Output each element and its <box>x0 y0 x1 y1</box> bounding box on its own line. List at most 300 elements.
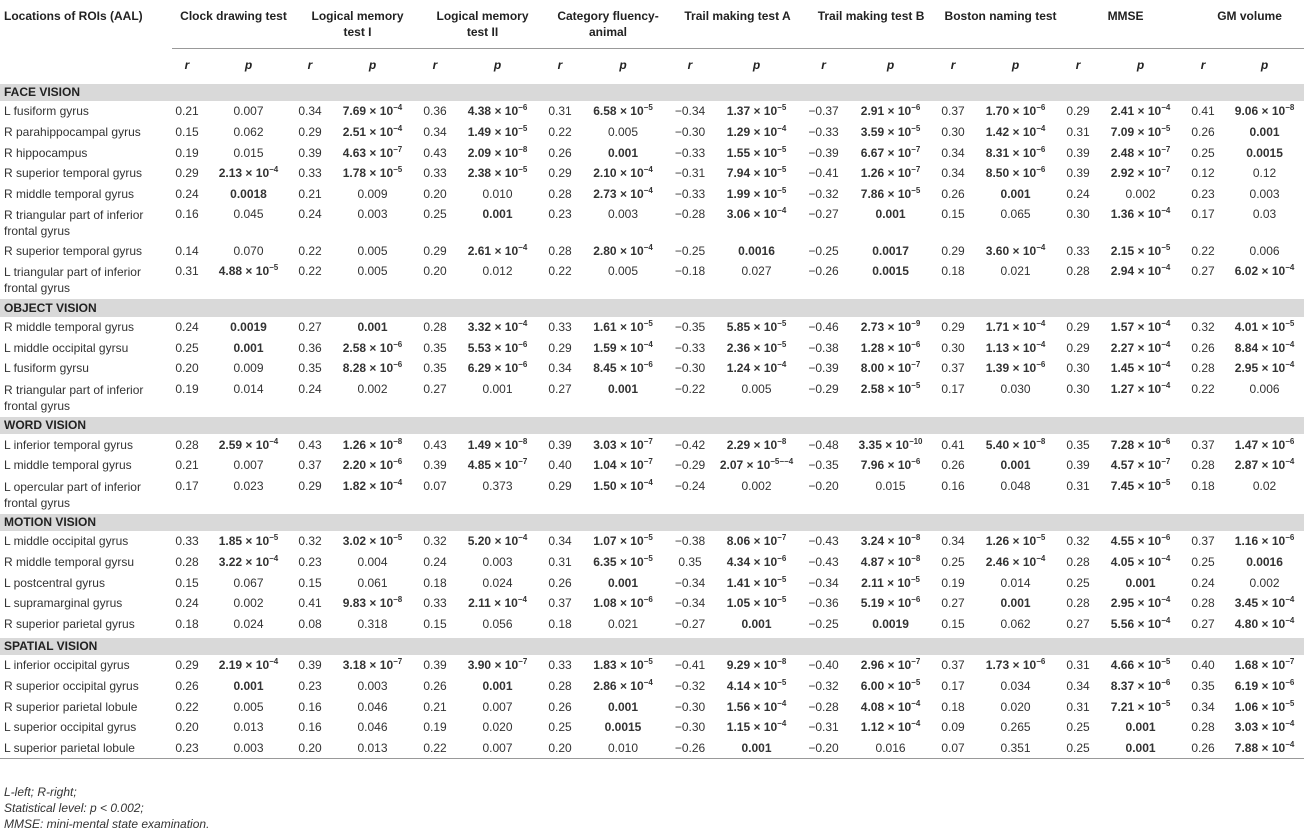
r-value: −0.25 <box>808 617 839 632</box>
r-value: 0.32 <box>1066 534 1090 549</box>
p-value: 0.062 <box>233 125 264 140</box>
p-value: $2.36 \times 10^{-5}$ <box>726 339 787 355</box>
table-row <box>0 379 1304 416</box>
p-value: $7.88 \times 10^{-4}$ <box>1218 738 1304 759</box>
p-value: $4.66 \times 10^{-5}$ <box>1110 657 1171 673</box>
p-value: 0.001 <box>608 699 639 714</box>
r-value: −0.39 <box>808 361 839 376</box>
r-value: 0.24 <box>423 555 447 570</box>
subheader-r: r <box>295 48 325 82</box>
r-value: 0.15 <box>175 125 199 140</box>
r-value: 0.30 <box>941 340 965 355</box>
p-value: $2.94 \times 10^{-4}$ <box>1110 263 1171 279</box>
roi-name: L superior parietal lobule <box>0 738 172 759</box>
p-value: 0.024 <box>233 617 264 632</box>
table-row <box>0 163 1304 184</box>
r-value: 0.43 <box>423 145 447 160</box>
p-value: 0.03 <box>1252 207 1277 222</box>
p-value: $1.42 \times 10^{-4}$ <box>985 124 1046 140</box>
p-value: $2.41 \times 10^{-4}$ <box>1110 103 1171 119</box>
p-value: 0.005 <box>608 264 639 279</box>
p-value: 0.009 <box>233 361 264 376</box>
p-value: $7.94 \times 10^{-5}$ <box>726 165 787 181</box>
table-row <box>0 337 1304 358</box>
r-value: 0.30 <box>1066 207 1090 222</box>
r-value: 0.16 <box>298 720 322 735</box>
r-value: −0.33 <box>674 187 706 202</box>
r-value: 0.17 <box>175 478 199 493</box>
r-value: 0.35 <box>423 361 447 376</box>
p-value: $7.09 \times 10^{-5}$ <box>1110 124 1171 140</box>
p-value: $4.55 \times 10^{-6}$ <box>1110 533 1171 549</box>
r-value: −0.35 <box>808 458 839 473</box>
p-value: $3.45 \times 10^{-4}$ <box>1234 595 1295 611</box>
footnote-stat-level: Statistical level: p < 0.002; <box>4 801 144 815</box>
r-value: 0.12 <box>1191 166 1215 181</box>
r-value: 0.23 <box>298 555 322 570</box>
r-value: 0.34 <box>941 145 965 160</box>
p-value: 0.005 <box>608 125 639 140</box>
p-value: 0.012 <box>482 264 513 279</box>
r-value: 0.24 <box>298 381 322 396</box>
r-value: 0.28 <box>1191 596 1215 611</box>
table-row <box>0 240 1304 261</box>
p-value: $1.49 \times 10^{-5}$ <box>467 124 528 140</box>
p-value: 0.021 <box>608 617 639 632</box>
p-value: $4.38 \times 10^{-6}$ <box>467 103 528 119</box>
r-value: 0.29 <box>423 243 447 258</box>
subheader-p: p <box>325 48 420 82</box>
subheader-p: p <box>968 48 1063 82</box>
r-value: 0.34 <box>548 361 572 376</box>
r-value: −0.26 <box>808 264 839 279</box>
roi-name: L opercular part of inferior frontal gyrus <box>4 479 141 510</box>
r-value: 0.14 <box>175 243 199 258</box>
p-value: $1.41 \times 10^{-5}$ <box>726 574 787 590</box>
r-value: 0.24 <box>1191 575 1215 590</box>
p-value: $5.53 \times 10^{-6}$ <box>467 339 528 355</box>
p-value: $3.22 \times 10^{-4}$ <box>218 554 279 570</box>
r-value: −0.34 <box>674 575 706 590</box>
r-value: 0.31 <box>175 264 199 279</box>
r-value: −0.34 <box>808 575 839 590</box>
p-value: $5.40 \times 10^{-8}$ <box>985 436 1046 452</box>
r-value: −0.33 <box>674 340 706 355</box>
roi-name: R superior temporal gyrus <box>4 166 143 181</box>
subheader-p: p <box>202 48 295 82</box>
p-value: 0.001 <box>741 617 772 632</box>
r-value: 0.24 <box>175 596 199 611</box>
table-row <box>0 531 1304 552</box>
p-value: $1.05 \times 10^{-5}$ <box>726 595 787 611</box>
p-value: $2.29 \times 10^{-8}$ <box>726 436 787 452</box>
r-value: 0.34 <box>1191 699 1215 714</box>
p-value: 0.373 <box>482 478 513 493</box>
r-value: −0.39 <box>808 145 839 160</box>
r-value: 0.35 <box>1191 679 1215 694</box>
r-value: 0.24 <box>1066 187 1090 202</box>
header-test: Clock drawing test <box>172 0 295 48</box>
r-value: 0.39 <box>1066 145 1090 160</box>
table-row <box>0 738 1304 759</box>
p-value: 0.0015 <box>872 264 909 279</box>
r-value: 0.27 <box>1191 264 1215 279</box>
p-value: 0.001 <box>1093 738 1188 759</box>
r-value: 0.26 <box>941 187 965 202</box>
r-value: 0.28 <box>423 319 447 334</box>
p-value: $1.04 \times 10^{-7}$ <box>593 457 653 473</box>
r-value: 0.35 <box>678 555 702 570</box>
r-value: 0.22 <box>1191 381 1215 396</box>
p-value: 0.005 <box>357 243 388 258</box>
r-value: −0.43 <box>808 534 839 549</box>
p-value: 0.003 <box>1249 187 1280 202</box>
p-value: $1.15 \times 10^{-4}$ <box>726 719 787 735</box>
table-row <box>0 696 1304 717</box>
subheader-r: r <box>172 48 202 82</box>
roi-name: R superior occipital gyrus <box>4 679 139 694</box>
table-row <box>0 655 1304 676</box>
r-value: 0.15 <box>941 617 965 632</box>
p-value: 0.007 <box>233 104 264 119</box>
r-value: 0.22 <box>420 738 450 759</box>
subheader-p: p <box>1093 48 1188 82</box>
r-value: −0.29 <box>808 381 839 396</box>
p-value: $4.14 \times 10^{-5}$ <box>726 678 787 694</box>
r-value: −0.37 <box>808 104 839 119</box>
p-value: $7.69 \times 10^{-4}$ <box>342 103 403 119</box>
r-value: 0.21 <box>423 699 447 714</box>
r-value: 0.39 <box>423 658 447 673</box>
p-value: $1.37 \times 10^{-5}$ <box>726 103 787 119</box>
r-value: 0.22 <box>298 243 322 258</box>
p-value: $1.68 \times 10^{-7}$ <box>1234 657 1295 673</box>
p-value: $2.19 \times 10^{-4}$ <box>218 657 279 673</box>
r-value: −0.24 <box>674 478 706 493</box>
section-header <box>0 415 1304 434</box>
subheader-r: r <box>804 48 843 82</box>
r-value: 0.37 <box>1191 437 1215 452</box>
p-value: 0.001 <box>608 145 639 160</box>
header-test: Boston naming test <box>938 0 1063 48</box>
p-value: 0.013 <box>325 738 420 759</box>
r-value: 0.43 <box>298 437 322 452</box>
r-value: 0.29 <box>548 166 572 181</box>
r-value: −0.28 <box>674 207 706 222</box>
r-value: 0.35 <box>1066 437 1090 452</box>
p-value: 0.001 <box>608 381 639 396</box>
r-value: 0.18 <box>1191 478 1215 493</box>
r-value: 0.32 <box>423 534 447 549</box>
p-value: 0.021 <box>1000 264 1031 279</box>
r-value: 0.20 <box>175 720 199 735</box>
p-value: $1.12 \times 10^{-4}$ <box>860 719 921 735</box>
p-value: 0.001 <box>608 575 639 590</box>
roi-name: L middle occipital gyrsu <box>4 340 129 355</box>
p-value: 0.003 <box>202 738 295 759</box>
r-value: 0.37 <box>941 361 965 376</box>
r-value: 0.39 <box>298 658 322 673</box>
p-value: $1.29 \times 10^{-4}$ <box>726 124 787 140</box>
p-value: $3.03 \times 10^{-7}$ <box>593 436 653 452</box>
r-value: 0.07 <box>938 738 968 759</box>
roi-name: R superior parietal lobule <box>4 699 138 714</box>
table-row <box>0 122 1304 143</box>
footnote-abbrev: L-left; R-right; <box>4 785 77 799</box>
r-value: 0.18 <box>941 264 965 279</box>
p-value: $6.35 \times 10^{-5}$ <box>593 554 653 570</box>
table-row <box>0 101 1304 122</box>
p-value: $1.26 \times 10^{-5}$ <box>985 533 1046 549</box>
p-value: $2.96 \times 10^{-7}$ <box>860 657 921 673</box>
r-value: 0.33 <box>423 166 447 181</box>
r-value: −0.25 <box>808 243 839 258</box>
table-row <box>0 593 1304 614</box>
r-value: 0.27 <box>423 381 447 396</box>
r-value: 0.26 <box>423 679 447 694</box>
r-value: 0.22 <box>175 699 199 714</box>
p-value: 0.065 <box>1000 207 1031 222</box>
roi-name: R middle temporal gyrsu <box>4 555 135 570</box>
p-value: 0.027 <box>741 264 772 279</box>
p-value: 0.009 <box>357 187 388 202</box>
r-value: 0.31 <box>548 555 572 570</box>
r-value: 0.22 <box>1191 243 1215 258</box>
p-value: $2.48 \times 10^{-7}$ <box>1110 144 1171 160</box>
p-value: $6.29 \times 10^{-6}$ <box>467 360 528 376</box>
roi-name: L triangular part of inferior frontal gyrus <box>4 265 141 296</box>
p-value: 0.003 <box>608 207 639 222</box>
p-value: $7.45 \times 10^{-5}$ <box>1110 477 1171 493</box>
p-value: $7.21 \times 10^{-5}$ <box>1110 698 1171 714</box>
r-value: −0.28 <box>808 699 839 714</box>
r-value: 0.26 <box>1188 738 1218 759</box>
r-value: 0.18 <box>423 575 447 590</box>
table-row <box>0 455 1304 476</box>
r-value: −0.34 <box>674 104 706 119</box>
p-value: $5.85 \times 10^{-5}$ <box>726 318 787 334</box>
r-value: 0.29 <box>548 478 572 493</box>
roi-name: L inferior temporal gyrus <box>4 437 133 452</box>
r-value: 0.24 <box>175 319 199 334</box>
p-value: $8.06 \times 10^{-7}$ <box>726 533 787 549</box>
p-value: $2.11 \times 10^{-5}$ <box>861 574 920 590</box>
table-row <box>0 434 1304 455</box>
r-value: 0.40 <box>548 458 572 473</box>
roi-name: L middle occipital gyrus <box>4 534 129 549</box>
p-value: 0.001 <box>1125 720 1156 735</box>
p-value: 0.016 <box>843 738 938 759</box>
r-value: −0.33 <box>674 145 706 160</box>
r-value: 0.15 <box>298 575 322 590</box>
table-footnotes <box>4 784 209 832</box>
r-value: 0.20 <box>423 264 447 279</box>
p-value: $4.80 \times 10^{-4}$ <box>1234 616 1295 632</box>
r-value: 0.29 <box>175 658 199 673</box>
p-value: 0.0019 <box>230 319 267 334</box>
r-value: 0.26 <box>548 575 572 590</box>
p-value: 0.062 <box>1000 617 1031 632</box>
r-value: 0.16 <box>298 699 322 714</box>
r-value: 0.36 <box>423 104 447 119</box>
r-value: 0.25 <box>1066 720 1090 735</box>
header-test: GM volume <box>1188 0 1304 48</box>
p-value: $1.61 \times 10^{-5}$ <box>593 318 653 334</box>
table-row <box>0 717 1304 738</box>
r-value: 0.15 <box>423 617 447 632</box>
table-row <box>0 552 1304 573</box>
section-title: FACE VISION <box>0 82 1304 101</box>
roi-name: L postcentral gyrus <box>4 575 105 590</box>
r-value: 0.21 <box>175 104 199 119</box>
roi-name: R triangular part of inferior frontal gyrus <box>4 382 144 413</box>
p-value: $7.86 \times 10^{-5}$ <box>860 186 921 202</box>
p-value: $4.01 \times 10^{-5}$ <box>1234 318 1295 334</box>
r-value: 0.37 <box>1191 534 1215 549</box>
p-value: $1.26 \times 10^{-7}$ <box>860 165 921 181</box>
r-value: 0.39 <box>423 458 447 473</box>
p-value: $1.06 \times 10^{-5}$ <box>1234 698 1295 714</box>
p-value: 0.007 <box>233 458 264 473</box>
r-value: −0.33 <box>808 125 839 140</box>
p-value: $8.45 \times 10^{-6}$ <box>593 360 653 376</box>
p-value: $2.15 \times 10^{-5}$ <box>1110 242 1171 258</box>
p-value: $5.20 \times 10^{-4}$ <box>467 533 528 549</box>
p-value: 0.030 <box>1000 381 1031 396</box>
r-value: −0.30 <box>674 125 706 140</box>
r-value: 0.28 <box>1066 264 1090 279</box>
r-value: 0.17 <box>941 381 965 396</box>
subheader-p: p <box>1218 48 1304 82</box>
p-value: $4.63 \times 10^{-7}$ <box>342 144 403 160</box>
p-value: $6.19 \times 10^{-6}$ <box>1234 678 1295 694</box>
r-value: 0.29 <box>941 243 965 258</box>
p-value: 0.0015 <box>604 720 642 735</box>
p-value: $2.91 \times 10^{-6}$ <box>860 103 921 119</box>
p-value: 0.015 <box>875 478 906 493</box>
r-value: −0.26 <box>671 738 709 759</box>
subheader-p: p <box>709 48 804 82</box>
p-value: $1.55 \times 10^{-5}$ <box>726 144 787 160</box>
r-value: 0.28 <box>1191 458 1215 473</box>
p-value: $3.02 \times 10^{-5}$ <box>342 533 403 549</box>
r-value: 0.28 <box>175 437 199 452</box>
p-value: $6.02 \times 10^{-4}$ <box>1234 263 1295 279</box>
header-test: Trail making test B <box>804 0 938 48</box>
p-value: 0.007 <box>450 738 545 759</box>
p-value: 0.001 <box>233 679 264 694</box>
r-value: 0.28 <box>175 555 199 570</box>
p-value: $2.07 \times 10^{-5--4}$ <box>719 457 794 473</box>
r-value: 0.28 <box>1066 555 1090 570</box>
r-value: 0.28 <box>1191 361 1215 376</box>
p-value: $2.10 \times 10^{-4}$ <box>593 165 653 181</box>
p-value: $2.13 \times 10^{-4}$ <box>218 165 279 181</box>
r-value: 0.26 <box>548 145 572 160</box>
p-value: $1.49 \times 10^{-8}$ <box>467 436 528 452</box>
p-value: $2.11 \times 10^{-4}$ <box>468 595 527 611</box>
r-value: 0.16 <box>175 207 199 222</box>
r-value: 0.23 <box>1191 187 1215 202</box>
section-header <box>0 512 1304 531</box>
r-value: 0.07 <box>423 478 447 493</box>
r-value: −0.25 <box>674 243 706 258</box>
r-value: 0.25 <box>1063 738 1093 759</box>
p-value: 0.003 <box>357 207 388 222</box>
r-value: 0.41 <box>941 437 965 452</box>
p-value: $1.27 \times 10^{-4}$ <box>1110 380 1171 396</box>
r-value: 0.29 <box>298 125 322 140</box>
r-value: 0.39 <box>1066 458 1090 473</box>
table-row <box>0 261 1304 298</box>
r-value: 0.17 <box>941 679 965 694</box>
r-value: 0.28 <box>1191 720 1215 735</box>
r-value: 0.30 <box>1066 381 1090 396</box>
r-value: 0.29 <box>175 166 199 181</box>
roi-name: L supramarginal gyrus <box>4 596 123 611</box>
p-value: $1.07 \times 10^{-5}$ <box>593 533 653 549</box>
r-value: 0.25 <box>1191 555 1215 570</box>
p-value: $3.35 \times 10^{-10}$ <box>858 436 923 452</box>
r-value: 0.26 <box>941 458 965 473</box>
p-value: $4.57 \times 10^{-7}$ <box>1110 457 1171 473</box>
r-value: 0.28 <box>548 679 572 694</box>
r-value: 0.31 <box>548 104 572 119</box>
p-value: $2.27 \times 10^{-4}$ <box>1110 339 1171 355</box>
r-value: 0.29 <box>1066 319 1090 334</box>
p-value: 0.002 <box>357 381 388 396</box>
p-value: 0.003 <box>482 555 513 570</box>
p-value: 0.061 <box>357 575 388 590</box>
p-value: 0.070 <box>233 243 264 258</box>
p-value: 0.0015 <box>1246 145 1283 160</box>
r-value: −0.31 <box>674 166 706 181</box>
p-value: 0.020 <box>482 720 513 735</box>
table-row <box>0 204 1304 240</box>
p-value: $8.31 \times 10^{-6}$ <box>985 144 1046 160</box>
r-value: 0.20 <box>545 738 575 759</box>
p-value: $3.06 \times 10^{-4}$ <box>726 206 787 222</box>
p-value: 0.265 <box>1000 720 1031 735</box>
r-value: 0.33 <box>175 534 199 549</box>
r-value: 0.26 <box>1191 125 1215 140</box>
r-value: 0.17 <box>1191 207 1215 222</box>
r-value: 0.23 <box>172 738 202 759</box>
r-value: 0.23 <box>548 207 572 222</box>
r-value: −0.48 <box>808 437 839 452</box>
p-value: 0.001 <box>233 340 264 355</box>
p-value: 0.005 <box>357 264 388 279</box>
p-value: $2.80 \times 10^{-4}$ <box>593 242 653 258</box>
r-value: 0.32 <box>1191 319 1215 334</box>
p-value: $3.60 \times 10^{-4}$ <box>985 242 1046 258</box>
p-value: $4.05 \times 10^{-4}$ <box>1110 554 1171 570</box>
p-value: $4.34 \times 10^{-6}$ <box>726 554 787 570</box>
r-value: 0.25 <box>423 207 447 222</box>
p-value: $1.59 \times 10^{-4}$ <box>593 339 653 355</box>
header-test: Trail making test A <box>671 0 804 48</box>
r-value: 0.33 <box>548 319 572 334</box>
p-value: $8.00 \times 10^{-7}$ <box>860 360 921 376</box>
r-value: 0.15 <box>941 207 965 222</box>
r-value: 0.41 <box>298 596 322 611</box>
r-value: 0.33 <box>1066 243 1090 258</box>
r-value: 0.28 <box>1066 596 1090 611</box>
r-value: 0.31 <box>1066 478 1090 493</box>
r-value: −0.31 <box>808 720 839 735</box>
r-value: 0.16 <box>941 478 965 493</box>
r-value: −0.40 <box>808 658 839 673</box>
